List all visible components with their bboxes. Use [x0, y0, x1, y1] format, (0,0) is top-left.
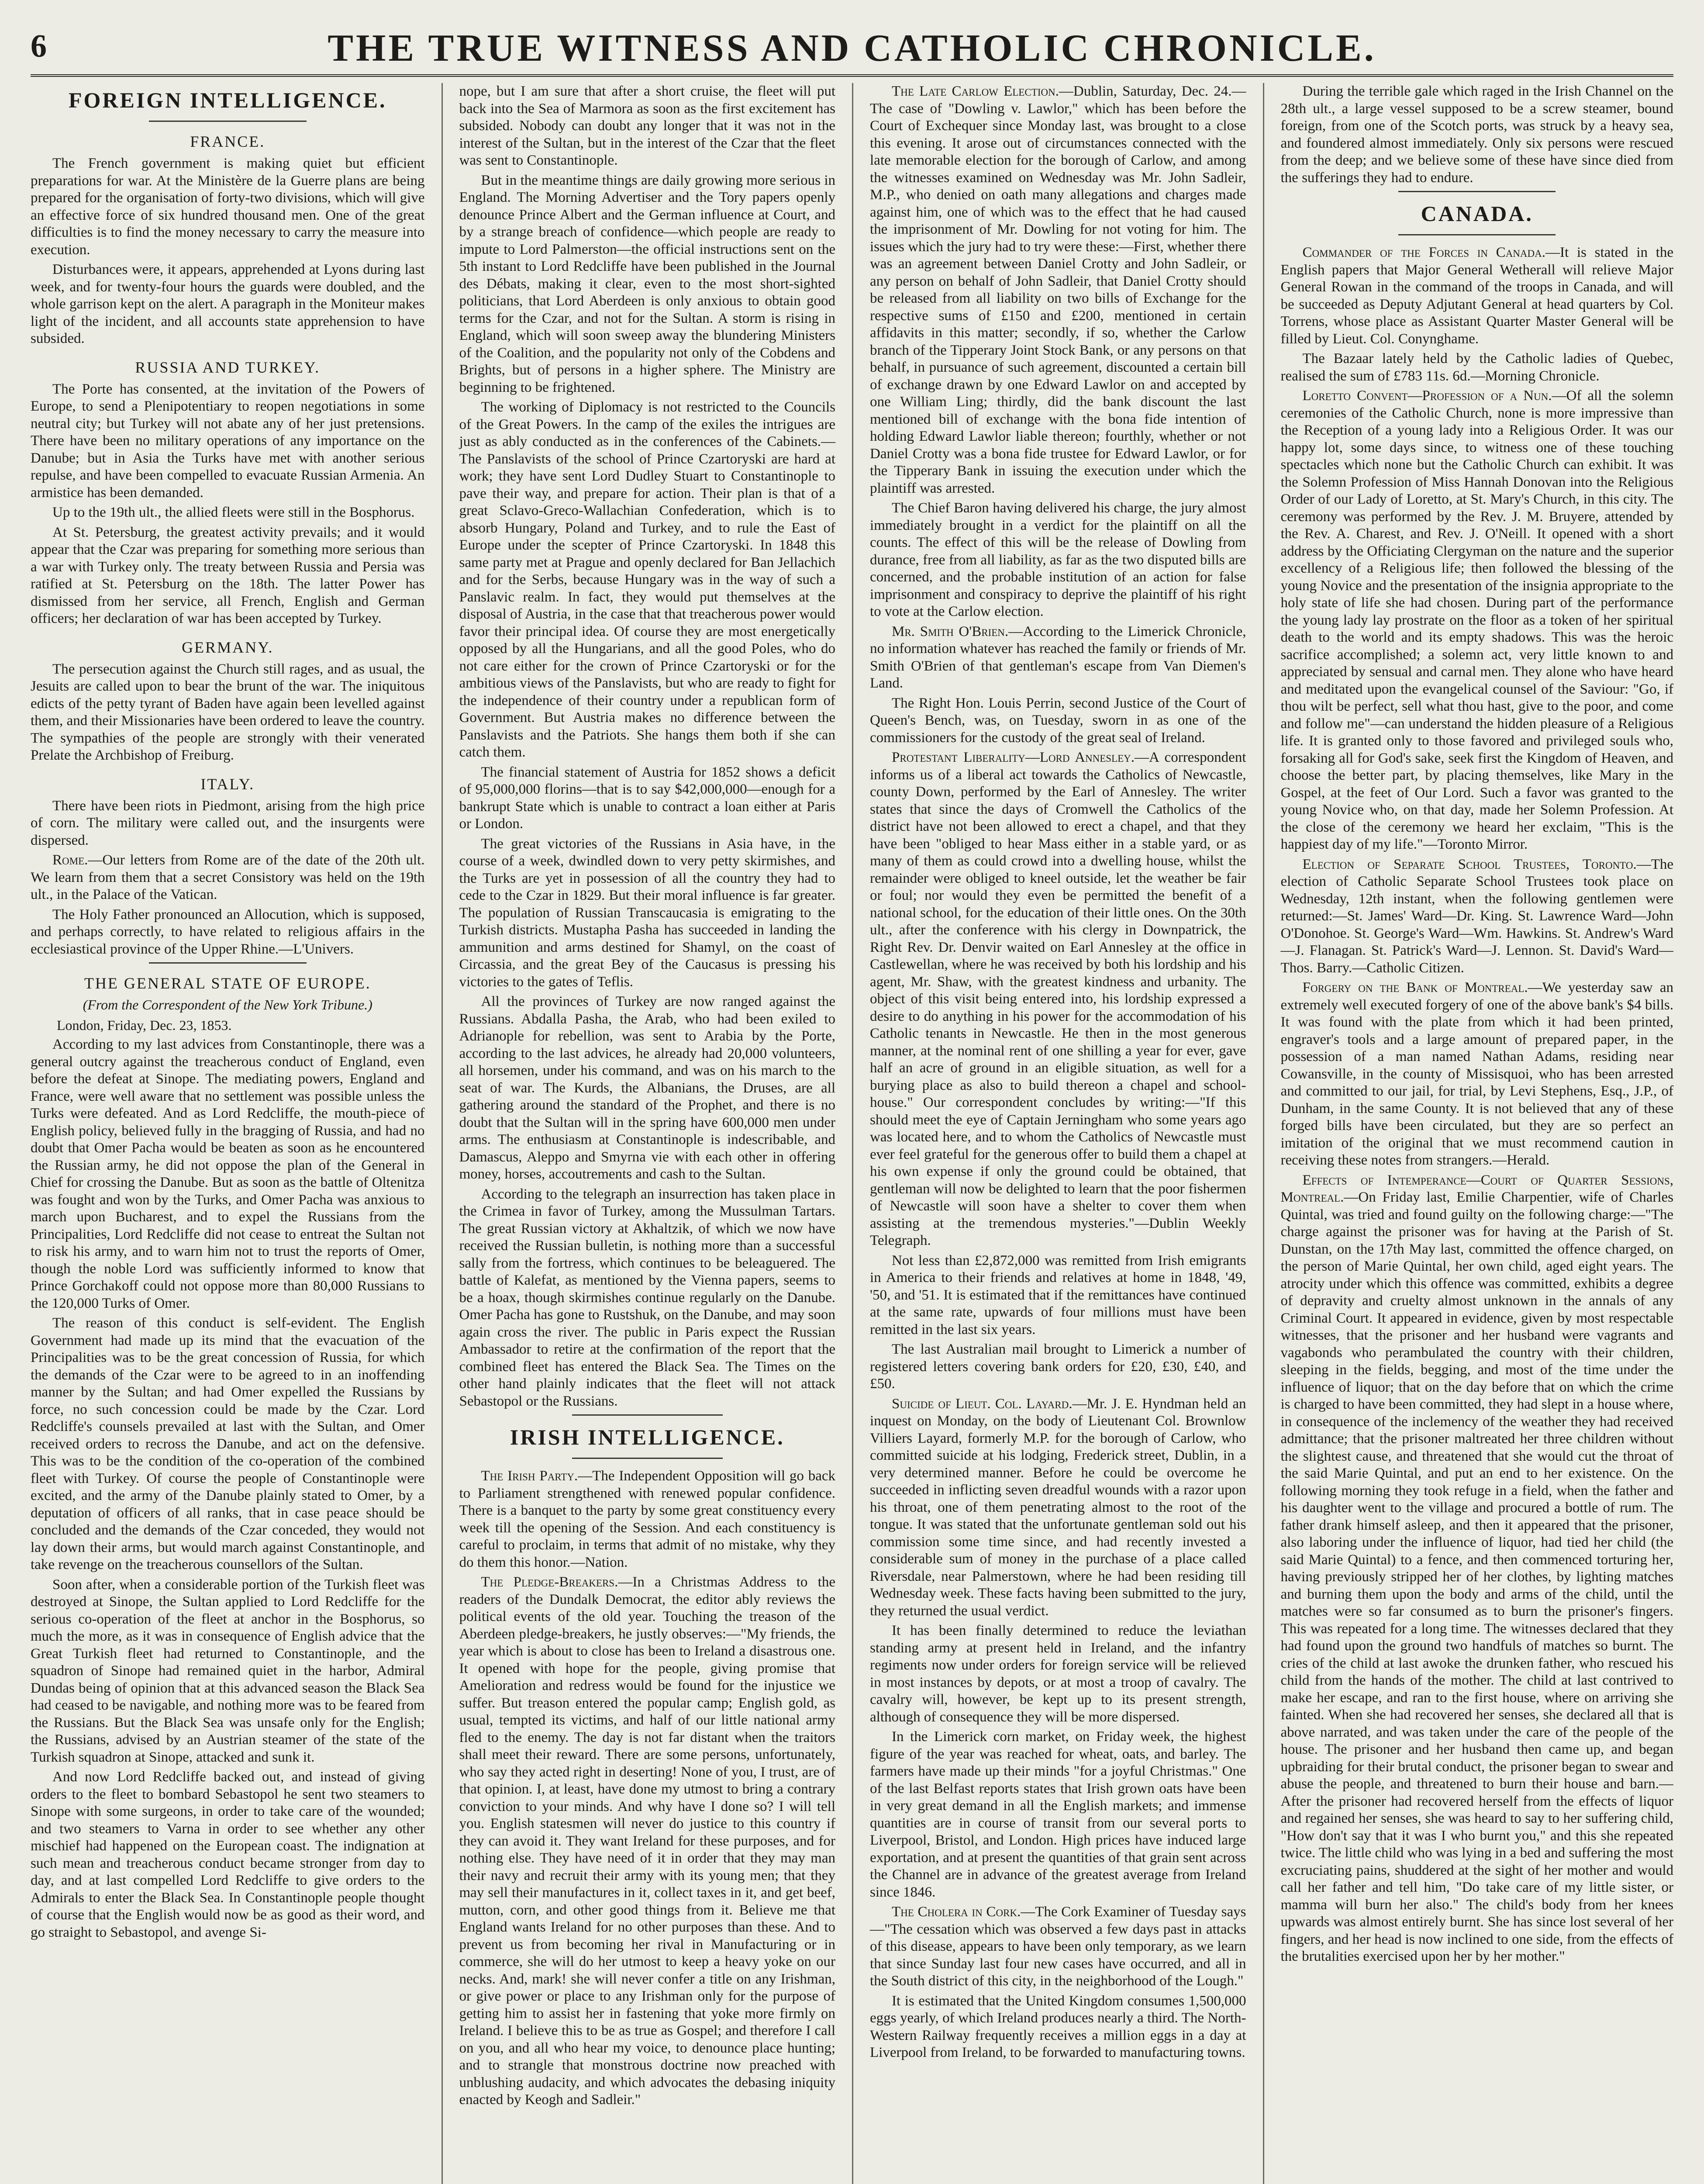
run-in-heading: Mr. Smith O'Brien.	[892, 623, 1009, 639]
newspaper-title: THE TRUE WITNESS AND CATHOLIC CHRONICLE.	[328, 27, 1376, 69]
paragraph-text: —The Cork Examiner of Tuesday says—"The cessation which was observed a few days past in attacks of this disease, appears to have been only temporary, as we learn that since Sunday last four new cases have occurred, and all in the South district of this city, in the neighborhood of the Lough."	[870, 1904, 1246, 1989]
article-paragraph: The Porte has consented, at the invitation of the Powers of Europe, to send a Plenipotentiary to reopen negotiations in some neutral city; but Turkey will not abate any of her just pretensions. There have been no military operations of any importance on the Danube; but in Asia the Turks have met with another serious repulse, and have been compelled to evacuate Russian Armenia. An armistice has been demanded.	[31, 381, 425, 501]
article-paragraph: There have been riots in Piedmont, arising from the high price of corn. The military were called out, and the insurgents were dispersed.	[31, 798, 425, 848]
masthead	[31, 26, 1673, 77]
article-paragraph	[1281, 244, 1674, 348]
article-paragraph: The reason of this conduct is self-evident. The English Government had made up its mind that the evacuation of the Principalities was to be the great concession of Russia, for which the demands of the Czar were to be agreed to in an inoffending manner by the Sultan; and had Omer expelled the Russians by force, no such concession could be made by the Czar. Lord Redcliffe's counsels prevailed at last with the Sultan, and Omer received orders to recross the Danube, and act on the defensive. This was to be the condition of the co-operation of the combined fleet with Turkey. Of course the people of Constantinople were excited, and the army of the Danube plainly stated to Omer, by a deputation of officers of all ranks, that in case peace should be concluded and the demands of the Czar conceded, they would not lay down their arms, but would march against Constantinople, and take revenge on the treacherous counsellors of the Sultan.	[31, 1315, 425, 1572]
article-paragraph	[870, 1904, 1246, 1990]
section-divider	[149, 121, 307, 122]
run-in-heading: Loretto Convent—Profession of a Nun.	[1302, 388, 1552, 404]
run-in-heading: Protestant Liberality—Lord Annesley.	[892, 750, 1135, 765]
section-title-canada: CANADA.	[1421, 201, 1533, 226]
paragraph-text: —The election of Catholic Separate School Trustees took place on Wednesday, 12th instant, when the following gentlemen were returned:—St. James' Ward—Dr. King. St. Lawrence Ward—John O'Donohoe. St. George's Ward—Wm. Hawkins. St. Andrew's Ward—J. Flanagan. St. Patrick's Ward—J. Lennon. St. David's Ward—Thos. Barry.—Catholic Citizen.	[1280, 856, 1673, 976]
paragraph-text: —In a Christmas Address to the readers of the Dundalk Democrat, the editor ably reviews the political events of the old year. Touching the treason of the Aberdeen pledge-breakers, he justly observes:—"My friends, the year which is about to close has been to Ireland a disastrous one. It opened with hope for the people, giving promise that Amelioration and redress would be found for the injustice we suffer. But treason entered the popular camp; English gold, as usual, tempted its victims, and half of our little national army fled to the enemy. The day is not far distant when the traitors shall meet their reward. There are some persons, unfortunately, who say they acted right in deserting! None of you, I trust, are of that opinion. I, at least, have done my utmost to bring a contrary conviction to your minds. And why have I done so? I will tell you. English statesmen will never do justice to this country if they can avoid it. They want Ireland for these purposes, and for nothing else. They have need of it in order that they may man their navy and recruit their army with its young men; that they may sell their manufactures in it, collect taxes in it, and get beef, mutton, corn, and other good things from it. Believe me that England wants Ireland for no other purposes than these. And to prevent us from becoming her rival in Manufacturing or in commerce, she will do her utmost to keep a heavy yoke on our necks. And, mark! she will never confer a title on any Irishman, or give power or place to any Irishman only for the purpose of getting him to assist her in fastening that yoke more firmly on Ireland. I believe this to be as true as Gospel; and therefore I call on you, and all who hear my voice, to denounce place hunting; and to strangle that monstrous doctrine now preached with unblushing audacity, and which advocates the debasing iniquity enacted by Keogh and Sadleir."	[459, 1574, 835, 2108]
article-paragraph: Soon after, when a considerable portion of the Turkish fleet was destroyed at Sinope, the Sultan applied to Lord Redcliffe for the serious co-operation of the fleet at anchor in the Bosphorus, so much the more, as it was in consequence of English advice that the Great Turkish fleet had returned to Constantinople, and the squadron of Sinope had remained quiet in the harbor, Admiral Dundas being of opinion that at this advanced season the Black Sea had ceased to be navigable, and nothing more was to be feared from the Russians. But the Black Sea was unsafe only for the English; the Russians, advised by an Austrian steamer of the state of the Turkish squadron at Sinope, attacked and sunk it.	[31, 1576, 425, 1765]
article-paragraph: The persecution against the Church still rages, and as usual, the Jesuits are called upon to bear the brunt of the war. The iniquitous edicts of the petty tyrant of Baden have again been levelled against them, and their Missionaries have been ordered to leave the country. The sympathies of the people are strongly with their venerated Prelate the Archbishop of Freiburg.	[31, 661, 425, 763]
article-paragraph: It is estimated that the United Kingdom consumes 1,500,000 eggs yearly, of which Ireland produces nearly a third. The North-Western Railway frequently receives a million eggs in a day at Liverpool from Ireland, to be forwarded to manufacturing towns.	[870, 1993, 1246, 2060]
article-paragraph: The Right Hon. Louis Perrin, second Justice of the Court of Queen's Bench, was, on Tuesday, sworn in as one of the commissioners for the custody of the great seal of Ireland.	[870, 695, 1246, 746]
article-paragraph	[1281, 856, 1674, 977]
heading-germany: GERMANY.	[182, 638, 274, 656]
article-paragraph: And now Lord Redcliffe backed out, and instead of giving orders to the fleet to bombard Sebastopol he sent two steamers to Sinope with some surgeons, in order to take care of the wounded; and two steamers to Varna in order to see whether any other mischief had happened on the European coast. The indignation at such mean and treacherous conduct became stronger from day to day, and at last compelled Lord Redcliffe to give orders to the Admirals to enter the Black Sea. In Constantinople people thought of course that the English would now be as good as their word, and go straight to Sebastopol, and avenge Si-	[31, 1769, 425, 1940]
article-paragraph: All the provinces of Turkey are now ranged against the Russians. Abdalla Pasha, the Arab, who had been exiled to Adrianople for rebellion, was sent to Arabia by the Porte, according to the last advices, he already had 20,000 volunteers, all horsemen, under his command, and was on his march to the seat of war. The Kurds, the Albanians, the Druses, are all gathering around the standard of the Prophet, and there is no doubt that the Sultan will in the spring have 600,000 men under arms. The enthusiasm at Constantinople is indescribable, and Damascus, Aleppo and Smyrna vie with each other in offering money, horses, accoutrements and cash to the Sultan.	[459, 994, 835, 1182]
section-divider	[1398, 191, 1556, 192]
column-2	[442, 83, 852, 2184]
article-paragraph: Not less than £2,872,000 was remitted from Irish emigrants in America to their friends and relatives at home in 1848, '49, '50, and '51. It is estimated that if the remittances have continued at the same rate, upwards of four millions must have been remitted in the last six years.	[870, 1252, 1246, 1337]
article-paragraph: But in the meantime things are daily growing more serious in England. The Morning Advertiser and the Tory papers openly denounce Prince Albert and the German influence at Court, and by a strange breach of confidence—which people are ready to impute to Lord Palmerston—the official instructions sent on the 5th instant to Lord Redcliffe have been published in the Journal des Débats, making it clear, even to the most short-sighted politicians, that Lord Aberdeen is only anxious to obtain good terms for the Czar, and not for the Sultan. A storm is rising in England, which will soon sweep away the blundering Ministers of the Coalition, and the popularity not only of the Cobdens and Brights, but of persons in a higher sphere. The Ministry are beginning to be frightened.	[459, 172, 835, 395]
paragraph-text: —Dublin, Saturday, Dec. 24.—The case of "Dowling v. Lawlor," which has been before the Court of Exchequer since Monday last, was brought to a close this evening. It arose out of circumstances connected with the late memorable election for the borough of Carlow, and among the witnesses examined on Wednesday was Mr. John Sadleir, M.P., who denied on oath many allegations and charges made against him, one of which was to the effect that he had caused the imprisonment of Mr. Dowling for not voting for him. The issues which the jury had to try were these:—First, whether there was an agreement between Daniel Crotty and John Sadleir, or any person on behalf of John Sadleir, that Daniel Crotty should be released from all liability on two bills of Exchange for the respective sums of £150 and £200, mentioned in certain affidavits in this matter; secondly, if so, whether the Carlow branch of the Tipperary Joint Stock Bank, or any persons on that behalf, in pursuance of such agreement, discounted a certain bill of exchange drawn by one Edward Lawlor on and accepted by one William Ling; thirdly, did the bank discount the last mentioned bill of exchange with the bona fide intention of holding Edward Lawlor liable thereon; fourthly, whether or not Daniel Crotty was a bona fide trustee for Edward Lawlor, or for the Tipperary Bank in issuing the execution under which the plaintiff was arrested.	[870, 83, 1246, 496]
article-paragraph	[459, 1574, 836, 2109]
section-divider	[572, 1414, 723, 1416]
article-paragraph: The French government is making quiet but efficient preparations for war. At the Ministère de la Guerre plans are being prepared for the organisation of forty-two divisions, which will give an effective force of six hundred thousand men. One of the great difficulties is to find the money necessary to carry the measure into execution.	[31, 156, 425, 258]
article-paragraph: The working of Diplomacy is not restricted to the Councils of the Great Powers. In the camp of the exiles the intrigues are just as ably conducted as in the conferences of the Cabinets.—The Panslavists of the school of Prince Czartoryski are hard at work; they have sent Lord Dudley Stuart to Constantinople to pave their way, and prepare for action. Their plan is that of a great Sclavo-Greco-Wallachian Confederation, which is to absorb Hungary, Poland and Turkey, and to rule the East of Europe under the scepter of Prince Czartoryski. In 1848 this same party met at Prague and openly declared for Ban Jellachich and for the Serbs, because Hungary was in the way of such a Panslavic realm. In fact, they would put themselves at the disposal of Austria, in the case that that treacherous power would favor their principal idea. Of course they are most energetically opposed by all the Hungarians, and all the good Poles, who do not care either for the crown of Prince Czartoryski or for the ambitious views of the Panslavists, but who are ready to fight for the independence of their country under a republican form of Government. But Austria makes no difference between the Panslavists and the Patriots. She hangs them both if she can catch them.	[459, 399, 835, 760]
run-in-heading: Effects of Intemperance—Court of Quarter Sessions, Montreal.	[1280, 1172, 1673, 1205]
paragraph-text: —A correspondent informs us of a liberal act towards the Catholics of Newcastle, county Down, performed by the Earl of Annesley. The writer states that since the days of Cromwell the Catholics of the district have not been allowed to erect a chapel, and that they have been "obliged to hear Mass either in a stable yard, or as many of them as could crowd into a dwelling house, whilst the remainder were obliged to kneel outside, let the weather be fair or foul; nor would they even be permitted the benefit of a national school, for the education of their little ones. On the 30th ult., after the conference with his clergy in Downpatrick, the Right Rev. Dr. Denvir waited on Earl Annesley at the office in Castlewellan, where he was received by both his lordship and his agent, Mr. Shaw, with the greatest kindness and urbanity. The object of this visit being entered into, his lordship expressed a desire to do anything in his power for the accommodation of his Catholic tenants in Newcastle. He then in the most generous manner, at the nominal rent of one shilling a year for ever, gave half an acre of ground in an eligible situation, as well for a burying place as also to build thereon a chapel and school-house." Our correspondent concludes by writing:—"If this should meet the eye of Captain Jerningham who some years ago was located here, and to whom the Catholics of Newcastle must ever feel grateful for the generous offer to build them a chapel at his own expense if only the ground could be obtained, that gentleman will now be delighted to learn that the poor fishermen of Newcastle will soon have a shelter to cover them when assisting at the tremendous mysteries."—Dublin Weekly Telegraph.	[870, 750, 1246, 1248]
paragraph-text: —On Friday last, Emilie Charpentier, wife of Charles Quintal, was tried and found guilty on the following charge:—"The charge against the prisoner was for having at the Parish of St. Dunstan, on the 17th May last, committed the offence charged, on the person of Marie Quintal, her own child, aged eight years. The atrocity under which this offence was committed, exhibits a degree of depravity and cruelty almost unknown in the annals of any Criminal Court. It appeared in evidence, given by most respectable witnesses, that the prisoner and her husband were vagrants and vagabonds who perambulated the country with their children, sleeping in the fields, begging, and most of the time under the influence of liquor; that on the day before that on which the crime is charged to have been committed, they had slept in a house where, in consequence of the inclemency of the weather they had received admittance; that the prisoner maltreated her three children without the slightest cause, and threatened that she would cut the throat of the said Marie Quintal, and put an end to her existence. On the following morning they took refuge in a field, when the father and his daughter went to the village and procured a bottle of rum. The father drank himself asleep, and then it appeared that the prisoner, also laboring under the influence of liquor, had tied her child (the said Marie Quintal) to a fence, and then commenced torturing her, having previously stripped her of her clothes, by lighting matches and burning them upon the body and arms of the child, until the matches were so far consumed as to burn the prisoner's fingers. This was repeated for a long time. The witnesses declared that they had found upon the ground two handfuls of matches so burnt. The cries of the child at last awoke the drunken father, who rescued his child from the hands of the mother. The child at last contrived to make her escape, and ran to the first house, where on arriving she fainted. When she had recovered her senses, she declared all that is above narrated, and was taken under the care of the people of the house. The prisoner and her husband then came up, and began upbraiding for their brutal conduct, the prisoner began to swear and abuse the people, and threatened to burn their house and barn.—After the prisoner had recovered herself from the effects of liquor and regained her senses, she was heard to say to her suffering child, "How don't say that it was I who burnt you," and this she repeated twice. The little child who was lying in a bed and suffering the most excruciating pains, shuddered at the sight of her mother and would call her father and tell him, "Do take care of my little sister, or mamma will burn her also." The child's body from her knees upwards was almost entirely burnt. She has since lost several of her fingers, and her head is now inclined to one side, from the effects of the brutalities exercised upon her by her mother."	[1280, 1189, 1673, 1964]
run-in-heading: The Late Carlow Election.	[892, 83, 1059, 99]
article-paragraph: At St. Petersburg, the greatest activity prevails; and it would appear that the Czar was preparing for something more serious than a war with Turkey only. The treaty between Russia and Persia was ratified at St. Petersburg on the 18th. The latter Power has dismissed from her service, all French, English and German officers; her declaration of war has been accepted by Turkey.	[31, 524, 425, 626]
section-title-irish-intelligence: IRISH INTELLIGENCE.	[510, 1425, 785, 1449]
article-paragraph	[1281, 387, 1674, 854]
run-in-heading: Commander of the Forces in Canada.	[1302, 245, 1545, 260]
run-in-heading: Forgery on the Bank of Montreal.	[1302, 980, 1528, 995]
article-paragraph	[459, 1468, 836, 1571]
article-source: (From the Correspondent of the New York Tribune.)	[83, 997, 373, 1013]
article-paragraph: It has been finally determined to reduce the leviathan standing army at present held in Ireland, and the infantry regiments now under orders for foreign service will be relieved in most instances by depots, or at most a troop of cavalry. The cavalry will, however, be kept up to its present strength, although of consequence they will be more dispersed.	[870, 1623, 1246, 1725]
article-paragraph: The Holy Father pronounced an Allocution, which is supposed, and perhaps correctly, to have related to religious affairs in the ecclesiastical province of the Upper Rhine.—L'Univers.	[31, 906, 425, 957]
columns	[31, 83, 1673, 2184]
section-divider	[149, 962, 307, 964]
article-paragraph: The financial statement of Austria for 1852 shows a deficit of 95,000,000 florins—that is to say $42,000,000—enough for a bankrupt State which is unable to contract a loan either at Paris or London.	[459, 764, 835, 832]
section-divider	[1398, 234, 1556, 235]
run-in-heading: Suicide of Lieut. Col. Layard.	[892, 1396, 1073, 1412]
column-4	[1263, 83, 1674, 2184]
article-paragraph: Up to the 19th ult., the allied fleets were still in the Bosphorus.	[52, 505, 415, 520]
run-in-heading: Rome.	[52, 852, 88, 868]
run-in-heading: The Pledge-Breakers.	[481, 1574, 618, 1590]
heading-russia-turkey: RUSSIA AND TURKEY.	[135, 358, 321, 376]
page-number: 6	[31, 28, 47, 64]
paragraph-text: —We yesterday saw an extremely well executed forgery of one of the above bank's $4 bills. It was found with the plate from which it had been printed, engraver's tools and a large amount of prepared paper, in the possession of a man named Nathan Adams, residing near Cowansville, in the county of Missisquoi, who has been arrested and committed to our jail, for trial, by Levi Stephens, Esq., J.P., of Dunham, in the same County. It is not believed that any of these forged bills have been circulated, but they are so perfect an imitation of the original that we must recommend caution in receiving these notes from strangers.—Herald.	[1280, 980, 1673, 1168]
article-paragraph: According to my last advices from Constantinople, there was a general outcry against the treacherous conduct of England, even before the defeat at Sinope. The mediating powers, England and France, were well aware that no settlement was possible unless the Turks were defeated. And as Lord Redcliffe, the mouth-piece of English policy, believed fully in the bragging of Russia, and had no doubt that Omer Pacha would be beaten as soon as he encountered the Russian army, he did not oppose the plan of the General in Chief for crossing the Danube. But as soon as the battle of Oltenitza was fought and won by the Turks, and Omer Pacha was anxious to march upon Bucharest, and to expel the Russians from the Principalities, Lord Redcliffe did not cease to entreat the Sultan not to risk his army, and to warn him not to trust the reports of Omer, though the noble Lord was sufficiently informed to know that Prince Gorchakoff could not oppose more than 80,000 Russians to the 120,000 Turks of Omer.	[31, 1037, 425, 1311]
article-paragraph: In the Limerick corn market, on Friday week, the highest figure of the year was reached for wheat, oats, and barley. The farmers have made up their minds "for a joyful Christmas." One of the last Belfast reports states that Irish grown oats have been in very great demand in all the English markets; and immense quantities are in course of transit from our several ports to Liverpool, Bristol, and London. High prices have induced large exportation, and at present the quantities of that grain sent across the Channel are in advance of the greatest average from Ireland since 1846.	[870, 1729, 1246, 1900]
article-paragraph	[1281, 1172, 1674, 1966]
run-in-heading: Election of Separate School Trustees, Toronto.	[1302, 856, 1637, 872]
column-3	[852, 83, 1263, 2184]
article-paragraph	[870, 749, 1246, 1250]
heading-france: FRANCE.	[190, 133, 266, 150]
heading-italy: ITALY.	[200, 775, 255, 793]
section-divider	[572, 1458, 723, 1459]
run-in-heading: The Cholera in Cork.	[892, 1904, 1021, 1920]
article-paragraph: nope, but I am sure that after a short cruise, the fleet will put back into the Sea of Marmora as soon as the first excitement has subsided. Nobody can doubt any longer that it was not in the interest of the Sultan, but in the interest of the Czar that the fleet was sent to Constantinople.	[459, 83, 835, 168]
article-paragraph: During the terrible gale which raged in the Irish Channel on the 28th ult., a large vessel supposed to be a screw steamer, bound foreign, from one of the Scotch ports, was struck by a heavy sea, and foundered almost immediately. Only six persons were rescued from the deep; and we believe some of these have since died from the sufferings they had to endure.	[1280, 83, 1673, 186]
article-paragraph: The great victories of the Russians in Asia have, in the course of a week, dwindled down to very petty skirmishes, and the Turks are yet in possession of all the country they had to cede to the Czar in 1829. But their moral influence is far greater. The population of Russian Transcaucasia is emigrating to the Turkish districts. Mustapha Pasha has succeeded in landing the ammunition and arms destined for Shamyl, on the coast of Circassia, and the great Bey of the Caucasus is pressing his victories to the gates of Teflis.	[459, 836, 835, 990]
article-paragraph	[870, 1396, 1246, 1620]
article-paragraph	[31, 852, 425, 904]
article-paragraph: The Chief Baron having delivered his charge, the jury almost immediately brought in a verdict for the plaintiff on all the counts. The effect of this will be the release of Dowling from durance, free from all liability, as far as the two disputed bills are concerned, and the probable institution of an action for false imprisonment and conspiracy to deprive the plaintiff of his right to vote at the Carlow election.	[870, 500, 1246, 619]
article-paragraph: The last Australian mail brought to Limerick a number of registered letters covering bank orders for £20, £30, £40, and £50.	[870, 1341, 1246, 1392]
article-paragraph: The Bazaar lately held by the Catholic ladies of Quebec, realised the sum of £783 11s. 6d.—Morning Chronicle.	[1280, 351, 1673, 384]
heading-general-state-of-europe: THE GENERAL STATE OF EUROPE.	[84, 975, 371, 992]
paragraph-text: —Mr. J. E. Hyndman held an inquest on Monday, on the body of Lieutenant Col. Brownlow Villiers Layard, formerly M.P. for the borough of Carlow, who committed suicide at his lodging, Frederick street, Dublin, in a very determined manner. Before he could be overcome he succeeded in inflicting seven dreadful wounds with a razor upon his throat, one of them penetrating almost to the root of the tongue. It was stated that the unfortunate gentleman sold out his commission some time since, and had recently invested a considerable sum of money in the purchase of a place called Riversdale, near Palmerstown, where he had been residing till Wednesday week. These facts having been submitted to the jury, they returned the usual verdict.	[870, 1396, 1246, 1619]
section-title-foreign-intelligence: FOREIGN INTELLIGENCE.	[68, 88, 387, 112]
article-paragraph	[1281, 979, 1674, 1169]
column-1	[31, 83, 442, 2184]
paragraph-text: —The Independent Opposition will go back to Parliament strengthened with renewed popular confidence. There is a banquet to the party by some great constituency every week till the opening of the Session. And each constituency is careful to proclaim, in terms that admit of no mistake, why they do them this honor.—Nation.	[459, 1468, 835, 1570]
paragraph-text: —Of all the solemn ceremonies of the Catholic Church, none is more impressive than the Reception of a young lady into a Religious Order. It was our happy lot, some days since, to witness one of these touching spectacles which none but the Catholic Church can exhibit. It was the Solemn Profession of Miss Hannah Donovan into the Religious Order of our Lady of Loretto, at St. Mary's Church, in this city. The ceremony was performed by the Rev. J. M. Bruyere, attended by the Rev. A. Charest, and Rev. J. O'Neill. It opened with a short address by the Officiating Clergyman on the nature and the superior excellency of a Religious life; then followed the blessing of the young Novice and the presentation of the insignia appropriate to the holy state of life she had chosen. During part of the performance the young lady lay prostrate on the floor as a token of her spiritual death to the world and its empty shadows. This was the heroic sacrifice accomplished; a solemn act, very little known to and appreciated by sensual and carnal men. They alone who have heard and meditated upon the evangelical counsel of the Saviour: "Go, if thou wilt be perfect, sell what thou hast, give to the poor, and come and follow me"—can understand the hidden pleasure of a Religious life. It is granted only to those favored and privileged souls who, forsaking all for God's sake, seek first the Kingdom of Heaven, and choose the better part, by placing themselves, like Mary in the Gospel, at the feet of Our Lord. Such a favor was granted to the young Novice who, on that day, made her Solemn Profession. At the close of the ceremony we heard her exclaim, "This is the happiest day of my life."—Toronto Mirror.	[1280, 388, 1673, 852]
dateline: London, Friday, Dec. 23, 1853.	[57, 1017, 232, 1033]
article-paragraph: According to the telegraph an insurrection has taken place in the Crimea in favor of Turkey, among the Mussulman Tartars. The great Russian victory at Akhaltzik, of which we now have received the Russian bulletin, is nothing more than a successful sally from the fortress, which continues to be beleaguered. The battle of Kalefat, as mentioned by the Vienna papers, seems to be a hoax, though skirmishes continue regularly on the Danube. Omer Pacha has gone to Rustshuk, on the Danube, and may soon again cross the river. The public in Paris expect the Russian Ambassador to retire at the confirmation of the report that the combined fleet has entered the Black Sea. The Times on the other hand plainly indicates that the fleet will not attack Sebastopol or the Russians.	[459, 1186, 835, 1409]
article-paragraph	[870, 83, 1246, 497]
paragraph-text: —According to the Limerick Chronicle, no information whatever has reached the family or friends of Mr. Smith O'Brien of that gentleman's escape from Van Diemen's Land.	[870, 623, 1246, 691]
paragraph-text: —Our letters from Rome are of the date of the 20th ult. We learn from them that a secret Consistory was held on the 19th ult., in the Palace of the Vatican.	[31, 852, 425, 902]
article-paragraph: Disturbances were, it appears, apprehended at Lyons during last week, and for twenty-four hours the guards were doubled, and the whole garrison kept on the alert. A paragraph in the Moniteur makes light of the incident, and all accounts state apprehension to have subsided.	[31, 262, 425, 346]
article-paragraph	[870, 623, 1246, 692]
run-in-heading: The Irish Party.	[481, 1468, 578, 1484]
paragraph-text: —It is stated in the English papers that Major General Wetherall will relieve Major General Rowan in the command of the troops in Canada, and will be succeeded as Deputy Adjutant General at head quarters by Col. Torrens, whose place as Assistant Quarter Master General will be filled by Lieut. Col. Conynghame.	[1280, 245, 1673, 347]
